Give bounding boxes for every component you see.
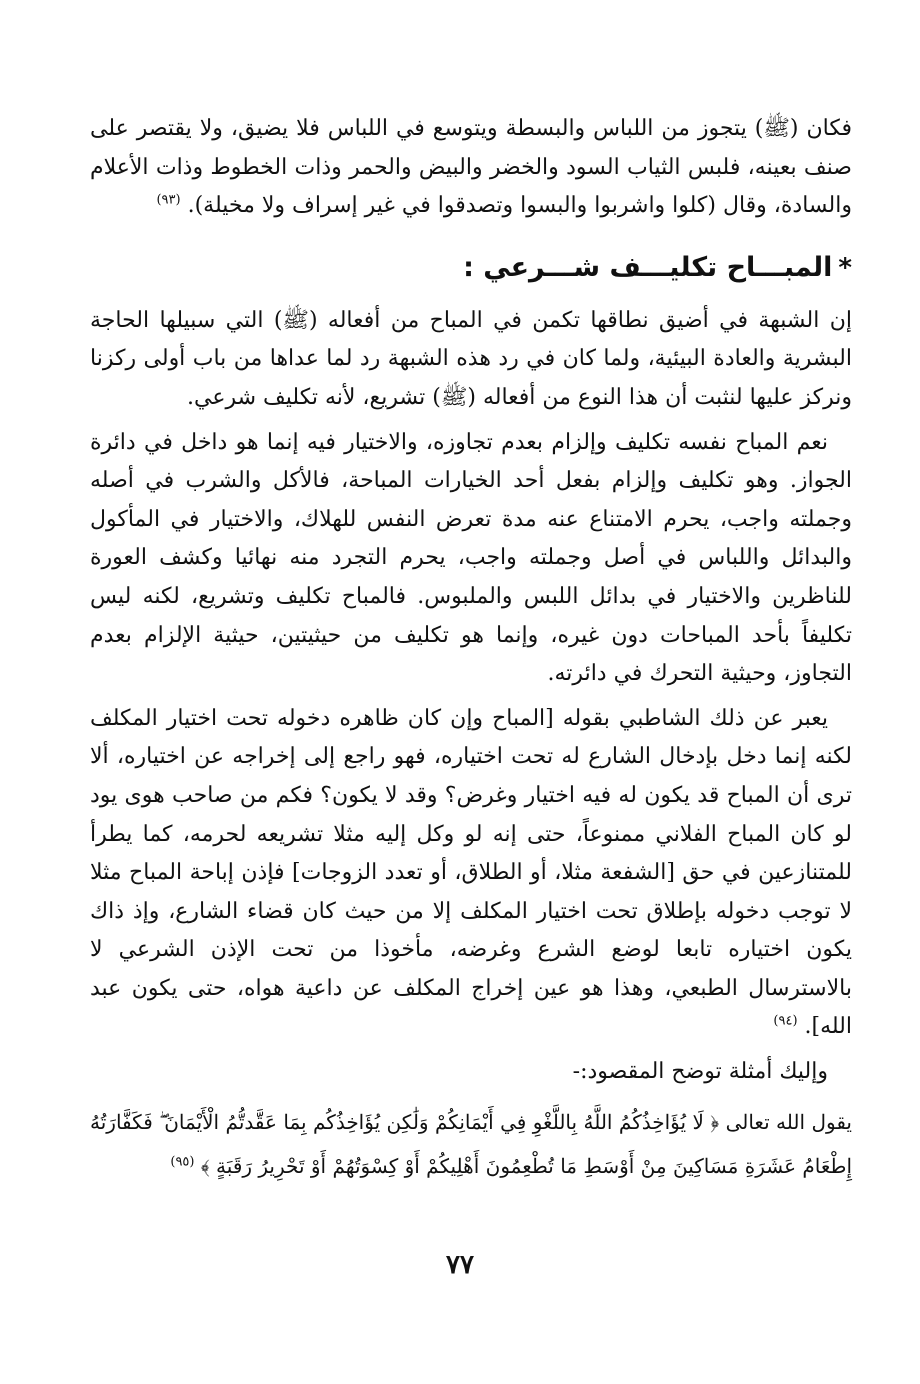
page-number: ٧٧ — [446, 1250, 474, 1280]
paragraph-quran-verse — [90, 1100, 852, 1188]
page-body — [90, 110, 852, 1188]
asterisk-icon: * — [838, 252, 852, 283]
paragraph-permissible: نعم المباح نفسه تكليف وإلزام بعدم تجاوزه، والاختيار فيه إنما هو داخل في دائرة الجواز. وهو تكليف وإلزام بفعل أحد الخيارات المباحة، فالأكل والشرب في أصله وجملته واجب، يحرم الامتناع عنه مدة تعرض النفس للهلاك، والاختيار في المأكول والبدائل واللباس في أصل وجملته واجب، يحرم التجرد منه نهائيا وكشف العورة للناظرين والاختيار في بدائل اللبس والملبوس. فالمباح تكليف وتشريع، لكنه ليس تكليفاً بأحد المباحات دون غيره، وإنما هو تكليف من حيثيتين، حيثية الإلزام بعدم التجاوز، وحيثية التحرك في دائرته. — [90, 429, 852, 687]
paragraph-clothing — [90, 110, 852, 226]
paragraph-shatibi-quote — [90, 700, 852, 1047]
footnote-ref-94: (٩٤) — [773, 1014, 798, 1030]
quran-verse: ﴿ لَا يُؤَاخِذُكُمُ اللَّهُ بِاللَّغْوِ فِي أَيْمَانِكُمْ وَلَٰكِن يُؤَاخِذُكُم بِمَا عَقَّدتُّمُ الْأَيْمَانَ ۖ فَكَفَّارَتُهُ إِطْعَامُ عَشَرَةِ مَسَاكِينَ مِنْ أَوْسَطِ مَا تُطْعِمُونَ أَهْلِيكُمْ أَوْ كِسْوَتُهُمْ أَوْ تَحْرِيرُ رَقَبَةٍ ﴾ — [90, 1109, 852, 1178]
section-heading — [90, 248, 852, 288]
footnote-ref-93: (٩٣) — [156, 192, 181, 208]
footnote-ref-95: (٩٥) — [170, 1154, 195, 1169]
section-heading-text: المبـــاح تكليـــف شـــرعي : — [463, 251, 833, 283]
paragraph-examples-intro: وإليك أمثلة توضح المقصود:- — [572, 1059, 828, 1085]
paragraph-text: فكان (ﷺ) يتجوز من اللباس والبسطة ويتوسع في اللباس فلا يضيق، ولا يقتصر على صنف بعينه، فلبس الثياب السود والخضر والبيض والحمر وذات الخطوط وذات الأعلام والسادة، وقال (كلوا واشربوا والبسوا وتصدقوا في غير إسراف ولا مخيلة). — [90, 116, 852, 219]
paragraph-doubt: إن الشبهة في أضيق نطاقها تكمن في المباح من أفعاله (ﷺ) التي سبيلها الحاجة البشرية والعادة البيئية، ولما كان في رد هذه الشبهة رد لما عداها من باب أولى ركزنا ونركز عليها لنثبت أن هذا النوع من أفعاله (ﷺ) تشريع، لأنه تكليف شرعي. — [90, 307, 852, 410]
paragraph-text: يعبر عن ذلك الشاطبي بقوله [المباح وإن كان ظاهره دخوله تحت اختيار المكلف لكنه إنما دخل بإدخال الشارع له تحت اختياره، فهو راجع إلى إخراجه عن اختياره، ألا ترى أن المباح قد يكون له فيه اختيار وغرض؟ وقد لا يكون؟ فكم من صاحب هوى يود لو كان المباح الفلاني ممنوعاً، حتى إنه لو وكل إليه مثلا تشريعه لحرمه، كما يطرأ للمتنازعين في حق [الشفعة مثلا، أو الطلاق، أو تعدد الزوجات] فإذن إباحة المباح مثلا لا توجب دخوله بإطلاق تحت اختيار المكلف إلا من حيث كان قضاء الشارع، وإذ ذاك يكون اختياره تابعا لوضع الشرع وغرضه، مأخوذا من تحت الإذن الشرعي لا بالاسترسال الطبعي، وهذا هو عين إخراج المكلف عن داعية هواه، حتى يكون عبد الله]. — [90, 705, 852, 1040]
verse-intro: يقول الله تعالى — [725, 1109, 852, 1134]
